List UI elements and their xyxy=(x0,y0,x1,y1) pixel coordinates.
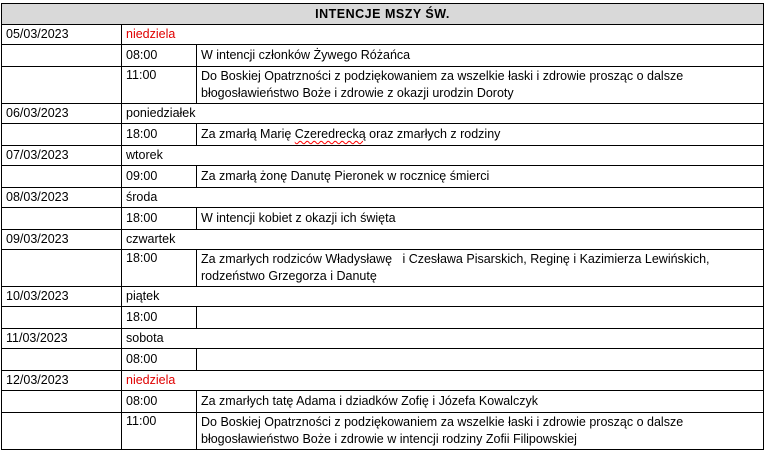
day-row xyxy=(2,104,764,124)
empty-cell xyxy=(2,391,122,413)
mass-row xyxy=(2,307,764,329)
mass-time: 18:00 xyxy=(122,250,197,287)
day-row xyxy=(2,188,764,208)
day-name: piątek xyxy=(122,287,764,307)
mass-intention: W intencji członków Żywego Różańca xyxy=(197,45,764,67)
empty-cell xyxy=(2,349,122,371)
intention-text: Za zmarłą Marię xyxy=(201,127,295,141)
day-row xyxy=(2,329,764,349)
mass-intentions-table xyxy=(1,3,764,450)
day-name: sobota xyxy=(122,329,764,349)
empty-cell xyxy=(2,67,122,104)
day-row xyxy=(2,287,764,307)
day-date: 12/03/2023 xyxy=(2,371,122,391)
mass-time: 11:00 xyxy=(122,413,197,450)
mass-time: 18:00 xyxy=(122,307,197,329)
day-row xyxy=(2,25,764,45)
mass-row xyxy=(2,349,764,371)
day-date: 08/03/2023 xyxy=(2,188,122,208)
mass-intention: Do Boskiej Opatrzności z podziękowaniem za wszelkie łaski i zdrowie prosząc o dalsze błogosławieństwo Boże i zdrowie z okazji urodzin Doroty xyxy=(197,67,764,104)
mass-row xyxy=(2,250,764,287)
mass-row xyxy=(2,391,764,413)
table-header-row xyxy=(2,4,764,25)
mass-row xyxy=(2,413,764,450)
mass-time: 09:00 xyxy=(122,166,197,188)
mass-time: 08:00 xyxy=(122,45,197,67)
table-title: INTENCJE MSZY ŚW. xyxy=(2,4,764,25)
mass-row xyxy=(2,67,764,104)
day-date: 06/03/2023 xyxy=(2,104,122,124)
mass-intention: Za zmarłą żonę Danutę Pieronek w rocznicę śmierci xyxy=(197,166,764,188)
mass-intention: W intencji kobiet z okazji ich święta xyxy=(197,208,764,230)
day-row xyxy=(2,230,764,250)
day-date: 09/03/2023 xyxy=(2,230,122,250)
day-row xyxy=(2,371,764,391)
mass-intention: Za zmarłych tatę Adama i dziadków Zofię i Józefa Kowalczyk xyxy=(197,391,764,413)
empty-cell xyxy=(2,124,122,146)
day-date: 11/03/2023 xyxy=(2,329,122,349)
day-date: 07/03/2023 xyxy=(2,146,122,166)
mass-row xyxy=(2,124,764,146)
mass-intention xyxy=(197,124,764,146)
mass-intention xyxy=(197,307,764,329)
mass-intention: Do Boskiej Opatrzności z podziękowaniem za wszelkie łaski i zdrowie prosząc o dalsze błogosławieństwo Boże i zdrowie w intencji rodziny Zofii Filipowskiej xyxy=(197,413,764,450)
day-row xyxy=(2,146,764,166)
mass-intention: Za zmarłych rodziców Władysławę i Czesława Pisarskich, Reginę i Kazimierza Lewińskich, rodzeństwo Grzegorza i Danutę xyxy=(197,250,764,287)
empty-cell xyxy=(2,250,122,287)
mass-row xyxy=(2,208,764,230)
day-name: niedziela xyxy=(122,371,764,391)
mass-time: 11:00 xyxy=(122,67,197,104)
empty-cell xyxy=(2,45,122,67)
mass-time: 08:00 xyxy=(122,391,197,413)
spellcheck-underlined-word: Czeredrecką xyxy=(294,127,366,141)
empty-cell xyxy=(2,307,122,329)
day-name: wtorek xyxy=(122,146,764,166)
day-name: czwartek xyxy=(122,230,764,250)
empty-cell xyxy=(2,208,122,230)
intention-text: oraz zmarłych z rodziny xyxy=(365,127,501,141)
mass-row xyxy=(2,45,764,67)
empty-cell xyxy=(2,166,122,188)
day-name: poniedziałek xyxy=(122,104,764,124)
mass-time: 08:00 xyxy=(122,349,197,371)
mass-time: 18:00 xyxy=(122,208,197,230)
mass-row xyxy=(2,166,764,188)
mass-intention xyxy=(197,349,764,371)
day-date: 10/03/2023 xyxy=(2,287,122,307)
day-name: środa xyxy=(122,188,764,208)
empty-cell xyxy=(2,413,122,450)
day-date: 05/03/2023 xyxy=(2,25,122,45)
mass-time: 18:00 xyxy=(122,124,197,146)
day-name: niedziela xyxy=(122,25,764,45)
